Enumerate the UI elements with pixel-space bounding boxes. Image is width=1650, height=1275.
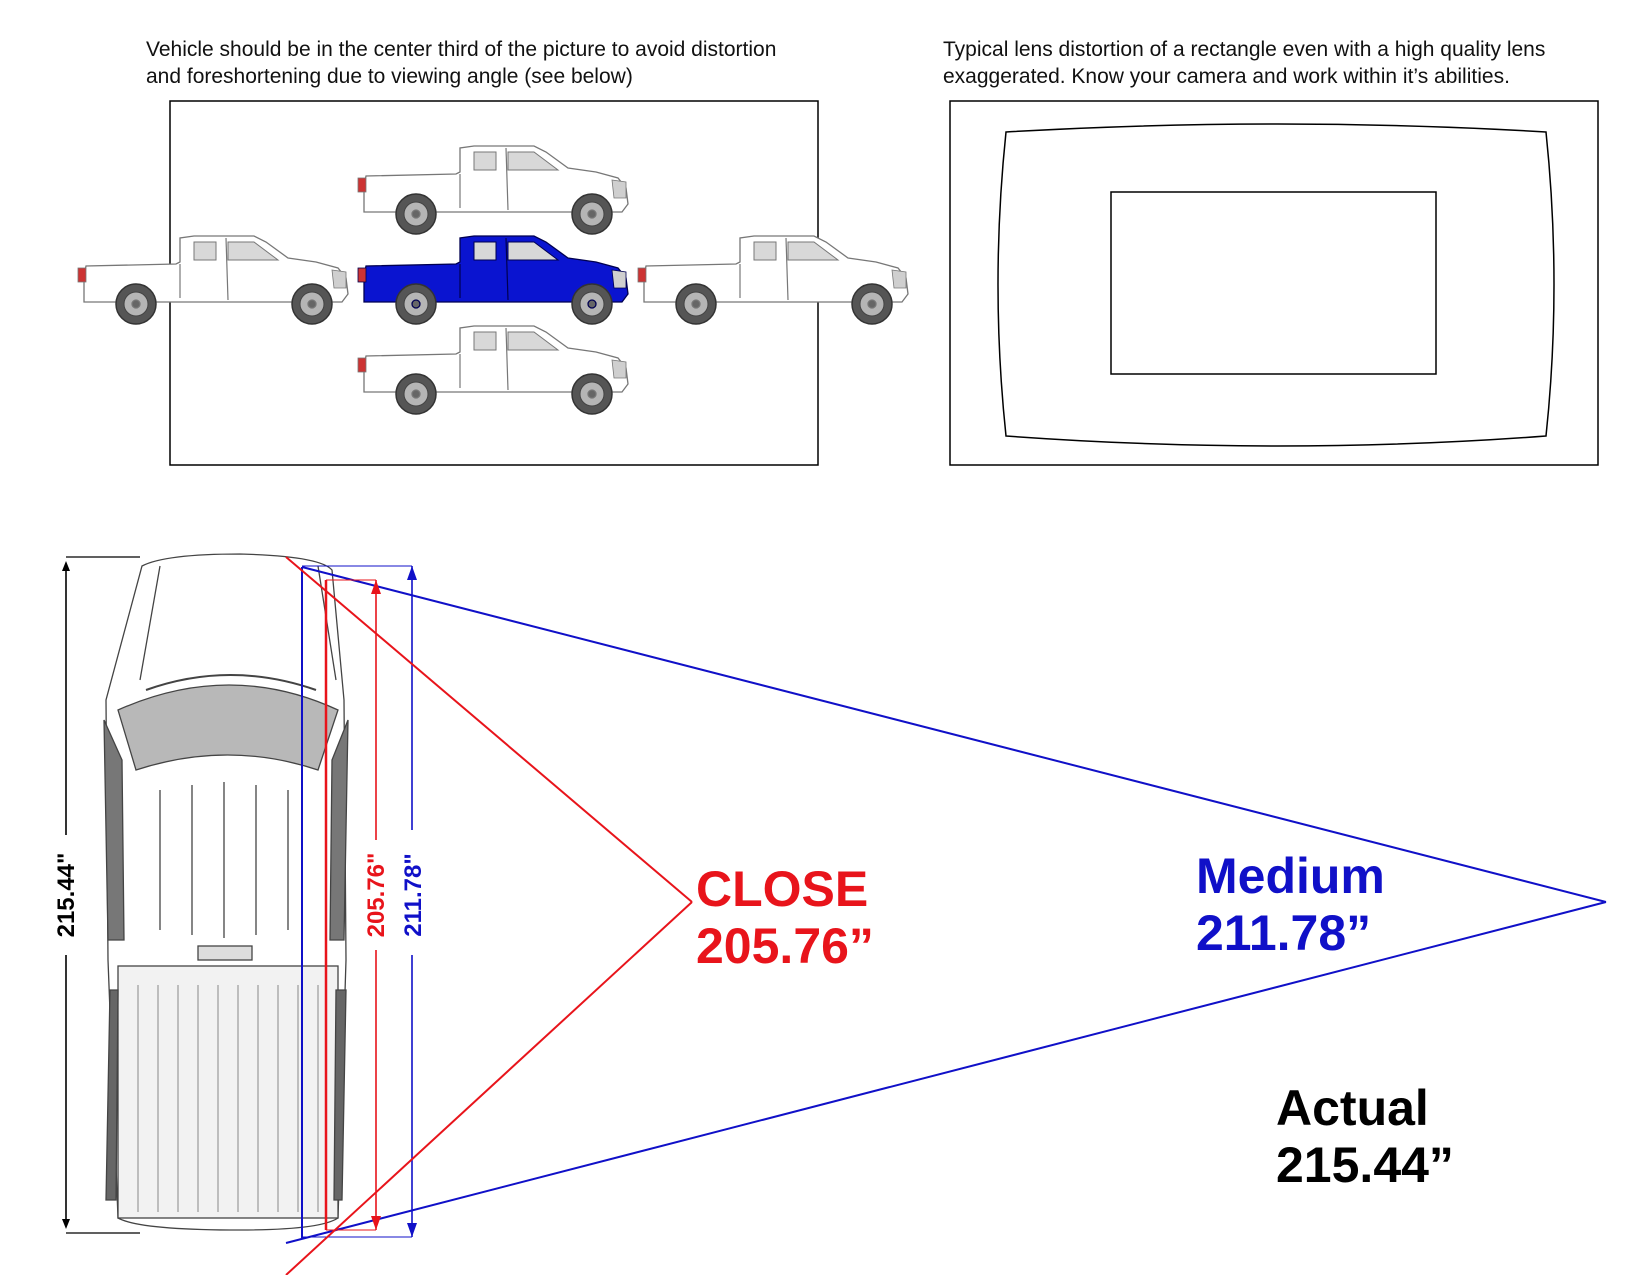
actual-dimension-label: 215.44" xyxy=(53,852,80,938)
close-label-value: 205.76” xyxy=(696,918,874,974)
medium-ray-top xyxy=(302,567,1606,902)
distortion-panel xyxy=(950,101,1598,465)
actual-label-name: Actual xyxy=(1276,1080,1429,1136)
close-dimension-label: 205.76" xyxy=(363,852,390,938)
truck-left xyxy=(78,236,348,324)
truck-top-view xyxy=(104,554,348,1230)
close-ray-bottom xyxy=(286,902,692,1275)
right-caption-line-2: exaggerated. Know your camera and work within it’s abilities. xyxy=(943,65,1510,88)
medium-dimension-label: 211.78" xyxy=(400,853,427,937)
medium-label-name: Medium xyxy=(1196,848,1385,904)
left-caption-line-1: Vehicle should be in the center third of the picture to avoid distortion xyxy=(146,38,777,61)
truck-right xyxy=(638,236,908,324)
left-caption-line-2: and foreshortening due to viewing angle (see below) xyxy=(146,65,633,88)
actual-label-value: 215.44” xyxy=(1276,1137,1454,1193)
truck-bottom xyxy=(358,326,628,414)
undistorted-rectangle xyxy=(1111,192,1436,374)
truck-center-highlight xyxy=(358,236,628,324)
truck-top xyxy=(358,146,628,234)
right-caption-line-1: Typical lens distortion of a rectangle even with a high quality lens xyxy=(943,38,1546,61)
medium-label-value: 211.78” xyxy=(1196,905,1372,961)
distorted-rectangle xyxy=(998,124,1554,446)
close-label-name: CLOSE xyxy=(696,861,869,917)
